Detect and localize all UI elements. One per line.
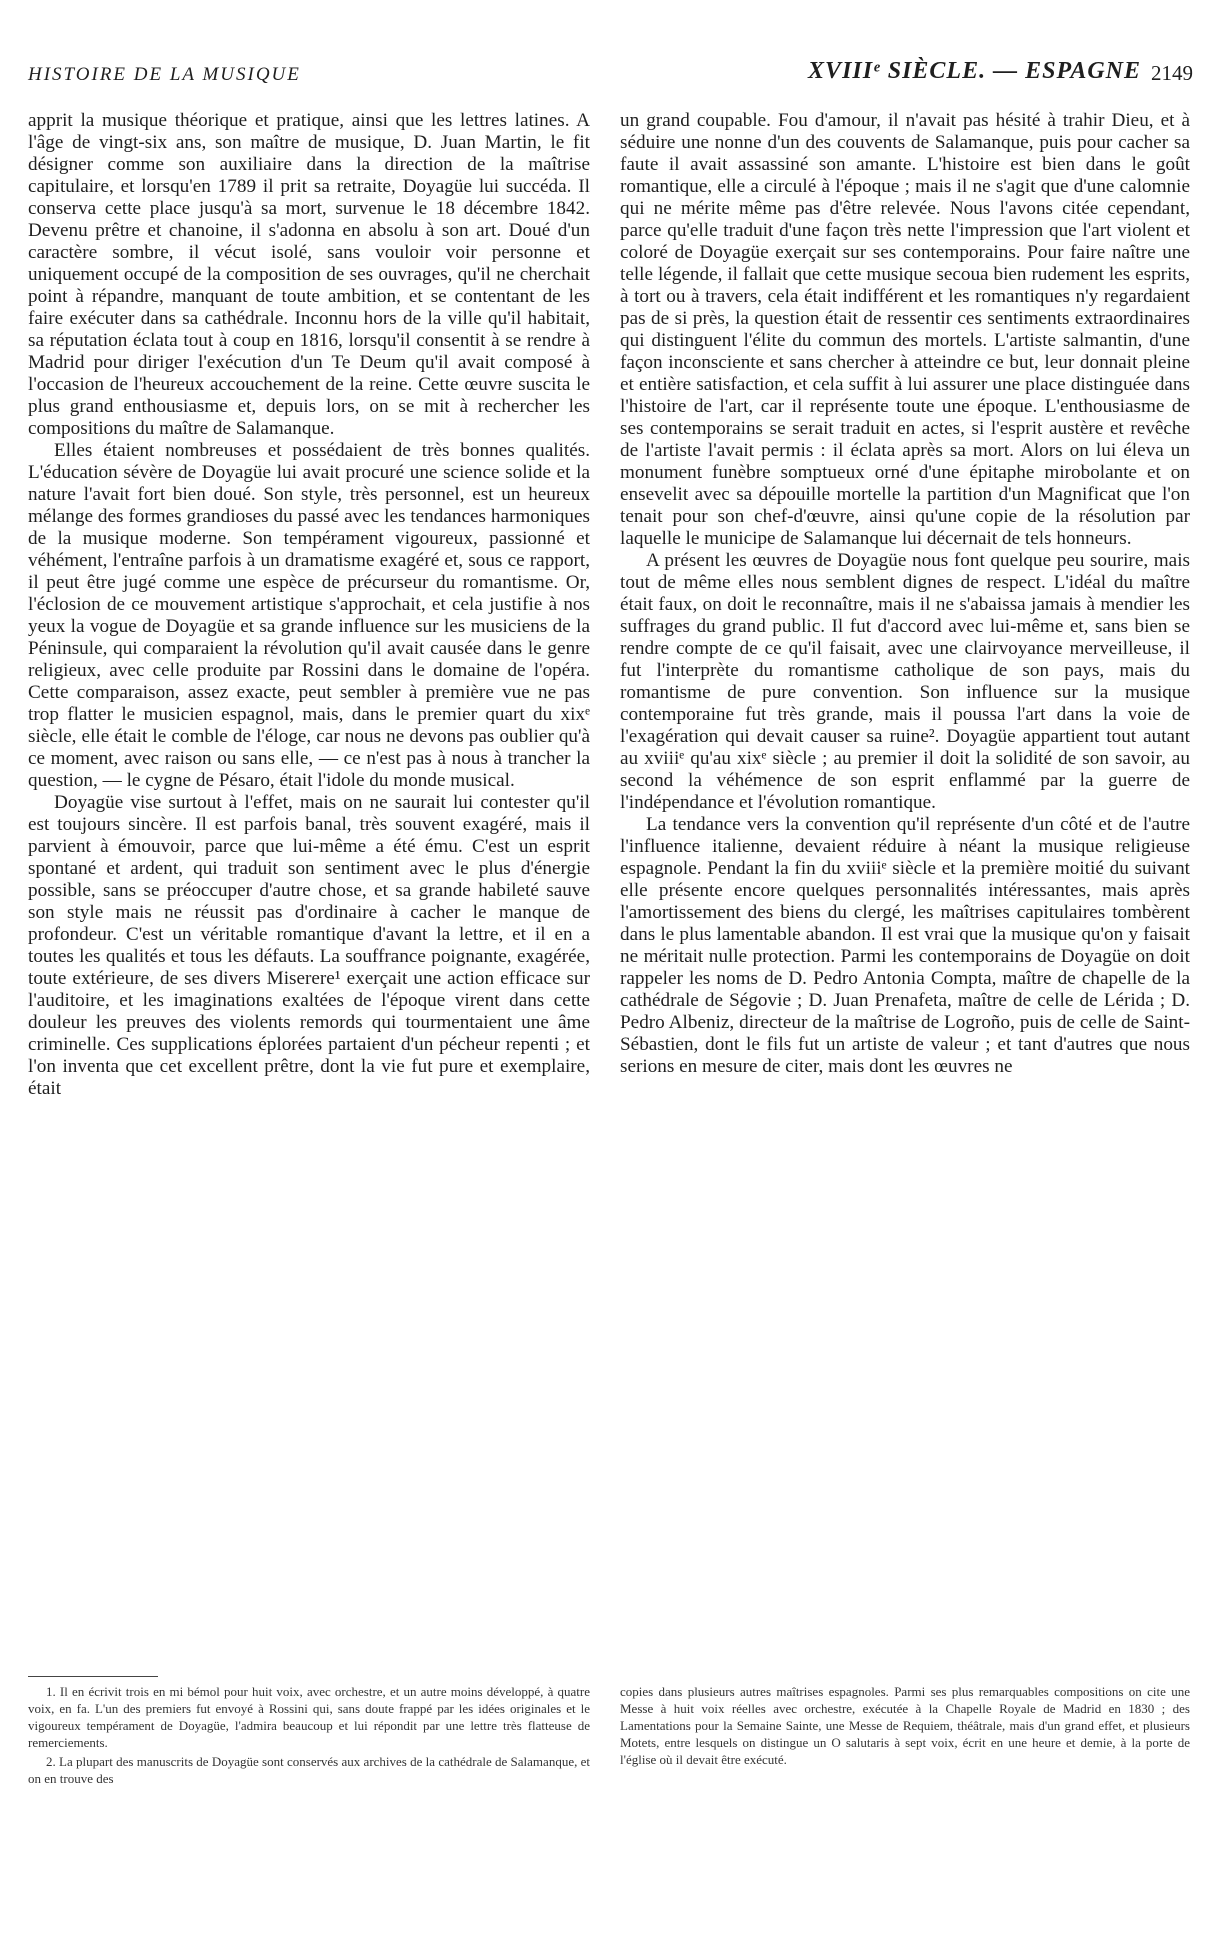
left-column: [28, 110, 590, 1670]
running-head: [28, 58, 1193, 90]
paragraph: Doyagüe vise surtout à l'effet, mais on ne saurait lui contester qu'il est toujours sincère. Il est parfois banal, très souvent exagéré, mais il parvient à émouvoir, parce que lui-même a été ému. C'est un esprit spontané et ardent, qui traduit son sentiment avec le plus d'énergie possible, sans se préoccuper d'autre chose, et sa grande habileté sauve son style mais ne réussit pas d'ordinaire à cacher le manque de profondeur. C'est un véritable romantique d'avant la lettre, et il en a toutes les qualités et tous les défauts. La souffrance poignante, exagérée, toute extérieure, de ses divers Miserere¹ exerçait une action efficace sur l'auditoire, et les imaginations exaltées de l'époque virent dans cette douleur les preuves des violents remords qui tourmentaient une âme criminelle. Ces supplications éplorées partaient d'un pécheur repenti ; et l'on inventa que cet excellent prêtre, dont la vie fut pure et exemplaire, était: [28, 792, 590, 1099]
paragraph: apprit la musique théorique et pratique, ainsi que les lettres latines. A l'âge de vingt-six ans, son maître de musique, D. Juan Martin, le fit désigner comme son auxiliaire dans la direction de la maîtrise capitulaire, et lorsqu'en 1789 il prit sa retraite, Doyagüe lui succéda. Il conserva cette place jusqu'à sa mort, survenue le 18 décembre 1842. Devenu prêtre et chanoine, il s'adonna en absolu à son art. Doué d'un caractère sombre, il vécut isolé, sans vouloir voir personne et uniquement occupé de la composition de ses ouvrages, qu'il ne cherchait point à répandre, manquant de toute ambition, et se contentant de les faire exécuter dans sa cathédrale. Inconnu hors de la ville qu'il habitait, sa réputation éclata tout à coup en 1816, lorsqu'il consentit à se rendre à Madrid pour diriger l'exécution d'un Te Deum qu'il avait composé à l'occasion de l'heureux accouchement de la reine. Cette œuvre suscita le plus grand enthousiasme et, depuis lors, on se mit à rechercher les compositions du maître de Salamanque.: [28, 110, 590, 439]
running-head-right: XVIIIᵉ SIÈCLE. — ESPAGNE: [808, 58, 1141, 84]
paragraph: un grand coupable. Fou d'amour, il n'avait pas hésité à trahir Dieu, et à séduire une nonne d'un des couvents de Salamanque, puis pour cacher sa faute il avait assassiné son amante. L'histoire est bien dans le goût romantique, elle a circulé à l'époque ; mais il ne s'agit que d'une calomnie qui ne mérite même pas d'être relevée. Nous l'avons citée cependant, parce qu'elle traduit d'une façon très nette l'impression que l'art violent et coloré de Doyagüe exerçait sur ses contemporains. Pour faire naître une telle légende, il fallait que cette musique secoua bien rudement les esprits, à tort ou à travers, cela était indifférent et les romantiques n'y regardaient pas de si près, la question était de ressentir ces sentiments extraordinaires qui distinguent l'élite du commun des mortels. L'artiste salmantin, d'une façon inconsciente et sans chercher à atteindre ce but, leur donnait pleine et entière satisfaction, et cela suffit à lui assurer une place distinguée dans l'histoire de l'art, car il représente toute une époque. L'enthousiasme de ses contemporains se serait traduit en actes, si l'esprit austère et revêche de l'artiste l'avait permis : il éclata après sa mort. Alors on lui éleva un monument funèbre somptueux orné d'une épitaphe mirobolante et on ensevelit avec sa dépouille mortelle la partition d'un Magnificat que l'on tenait pour son chef-d'œuvre, ainsi qu'une copie de la résolution par laquelle le municipe de Salamanque lui décernait de tels honneurs.: [620, 110, 1190, 549]
footnote: 2. La plupart des manuscrits de Doyagüe sont conservés aux archives de la cathédrale de Salamanque, et on en trouve des: [28, 1754, 590, 1786]
footnote-rule: [28, 1676, 158, 1677]
running-head-left: HISTOIRE DE LA MUSIQUE: [28, 64, 301, 85]
footnote: 1. Il en écrivit trois en mi bémol pour huit voix, avec orchestre, et un autre moins développé, à quatre voix, en fa. L'un des premiers fut envoyé à Rossini qui, sans doute frappé par les idées originales et le vigoureux tempérament de Doyagüe, l'admira beaucoup et lui répondit par une lettre très flatteuse de remerciements.: [28, 1684, 590, 1750]
footnote-continuation: copies dans plusieurs autres maîtrises espagnoles. Parmi ses plus remarquables compositions on cite une Messe à huit voix réelles avec orchestre, exécutée à la Chapelle Royale de Madrid en 1830 ; des Lamentations pour la Semaine Sainte, une Messe de Requiem, théâtrale, mais d'un grand effet, et plusieurs Motets, entre lesquels on distingue un O salutaris à sept voix, écrit en une heure et demie, à la porte de l'église où il devait être exécuté.: [620, 1684, 1190, 1767]
right-column: [620, 110, 1190, 1670]
page-number: 2149: [1151, 61, 1193, 85]
footnotes-right: [620, 1683, 1190, 1843]
paragraph: A présent les œuvres de Doyagüe nous font quelque peu sourire, mais tout de même elles nous semblent dignes de respect. L'idéal du maître était faux, on doit le reconnaître, mais il ne s'abaissa jamais à mendier les suffrages du grand public. Il fut d'accord avec lui-même et, sans bien se rendre compte de ce qu'il faisait, avec une clairvoyance merveilleuse, il fut l'interprète du romantisme catholique de son pays, mais du romantisme de pure convention. Son influence sur la musique contemporaine fut très grande, mais il poussa l'art dans la voie de l'exagération qui devait causer sa ruine². Doyagüe appartient tout autant au xviiiᵉ qu'au xixᵉ siècle ; au premier il doit la solidité de son savoir, au second la véhémence de son esprit enflammé par la guerre de l'indépendance et l'évolution romantique.: [620, 550, 1190, 813]
paragraph: La tendance vers la convention qu'il représente d'un côté et de l'autre l'influence italienne, devaient réduire à néant la musique religieuse espagnole. Pendant la fin du xviiiᵉ siècle et la première moitié du suivant elle présente encore quelques personnalités intéressantes, mais après l'amortissement des biens du clergé, les maîtrises capitulaires tombèrent dans le plus lamentable abandon. Il est vrai que la musique qu'on y faisait ne méritait nulle protection. Parmi les contemporains de Doyagüe on doit rappeler les noms de D. Pedro Antonia Compta, maître de chapelle de la cathédrale de Ségovie ; D. Juan Prenafeta, maître de celle de Lérida ; D. Pedro Albeniz, directeur de la maîtrise de Logroño, puis de celle de Saint-Sébastien, dont le fils fut un artiste de valeur ; et tant d'autres que nous serions en mesure de citer, mais dont les œuvres ne: [620, 814, 1190, 1077]
paragraph: Elles étaient nombreuses et possédaient de très bonnes qualités. L'éducation sévère de Doyagüe lui avait procuré une science solide et la nature l'avait fort bien doué. Son style, très personnel, est un heureux mélange des formes grandioses du passé avec les tendances harmoniques de la musique moderne. Son tempérament vigoureux, passionné et véhément, l'entraîne parfois à un dramatisme exagéré et, sous ce rapport, il peut être jugé comme une espèce de précurseur du romantisme. Or, l'éclosion de ce mouvement artistique s'approchait, et cela justifie à nos yeux la vogue de Doyagüe et sa grande influence sur les musiciens de la Péninsule, qui comparaient la révolution qu'il avait causée dans le genre religieux, avec celle produite par Rossini dans le domaine de l'opéra. Cette comparaison, assez exacte, peut sembler à première vue ne pas trop flatter le musicien espagnol, mais, dans le premier quart du xixᵉ siècle, elle était le comble de l'éloge, car nous ne devons pas oublier qu'à ce moment, avec raison ou sans elle, — ce n'est pas à nous à trancher la question, — le cygne de Pésaro, était l'idole du monde musical.: [28, 440, 590, 791]
footnotes-left: [28, 1683, 590, 1843]
